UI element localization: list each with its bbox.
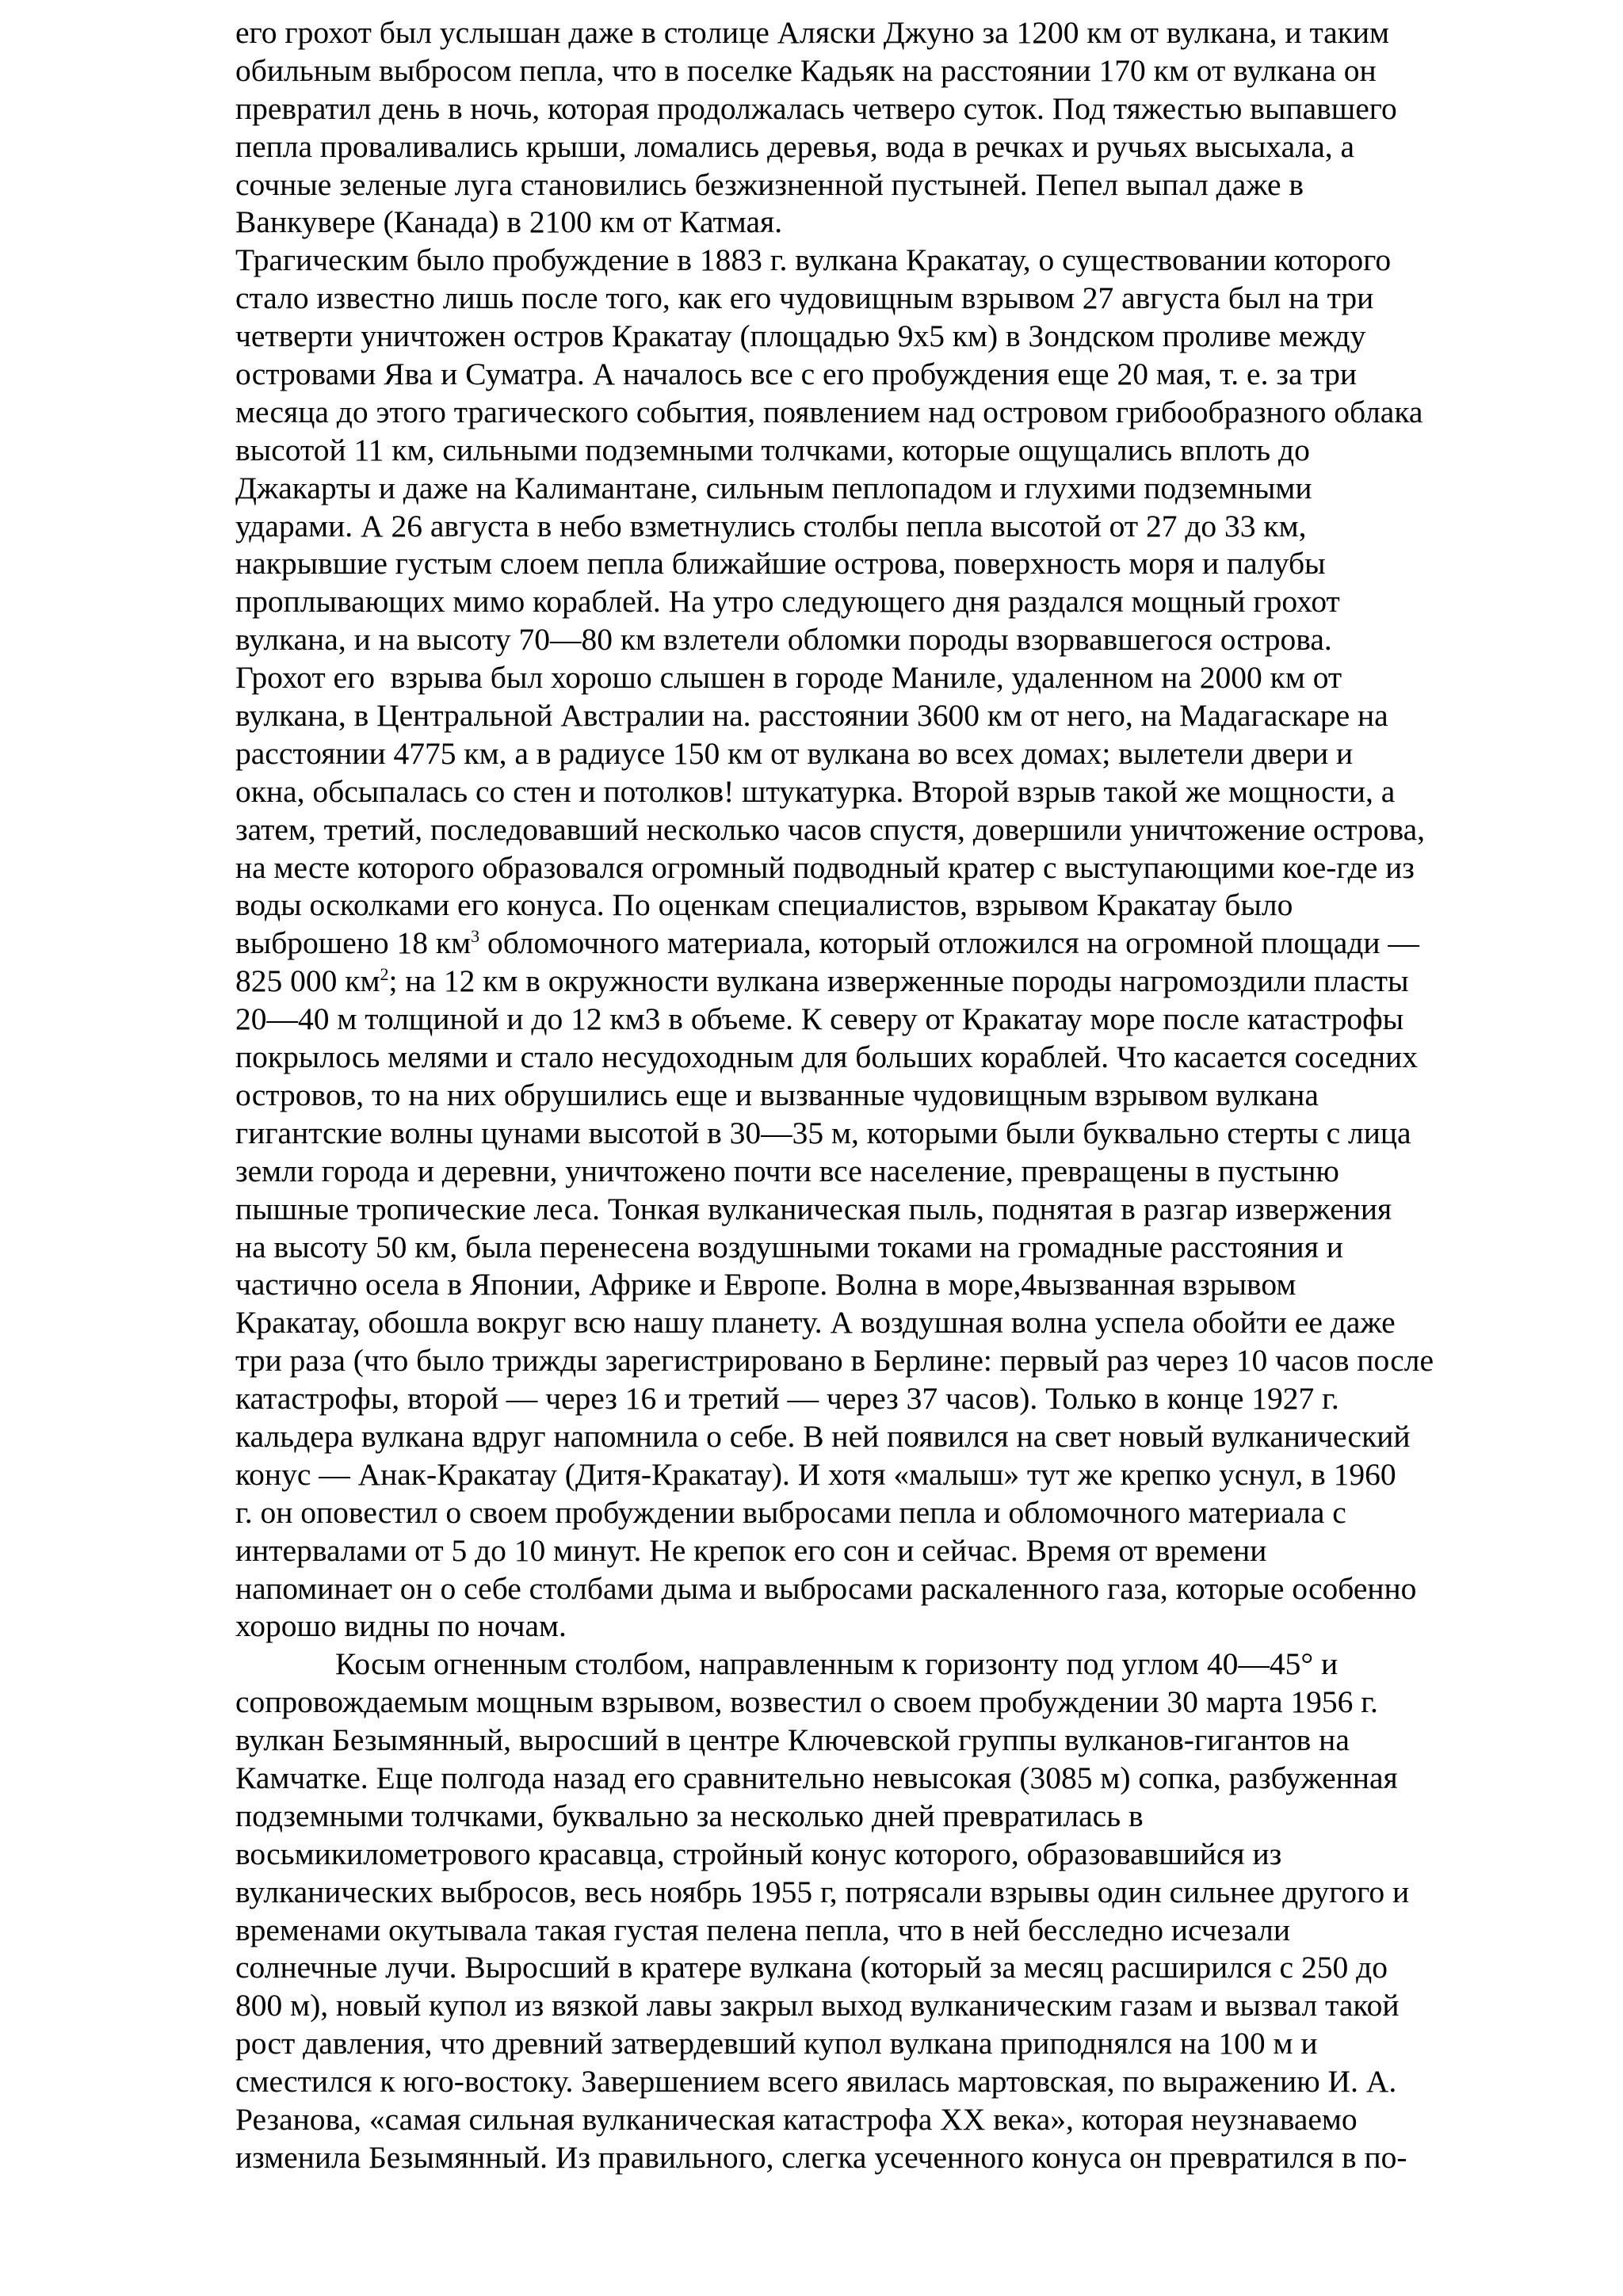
text-line [235,204,1535,242]
text-segment: солнечные лучи. Выросший в кратере вулкана (который за месяц расширился с 250 до [235,1950,1388,1985]
text-segment: восьмикилометрового красавца, стройный конус которого, образовавшийся из [235,1836,1282,1871]
text-segment: три раза (что было трижды зарегистрировано в Берлине: первый раз через 10 часов после [235,1343,1434,1379]
text-line [235,1798,1535,1836]
superscript: 3 [471,926,480,947]
text-line [235,318,1535,356]
text-segment: вулкан Безымянный, выросший в центре Ключевской группы вулканов-гигантов на [235,1722,1350,1758]
text-line [235,583,1535,621]
text-line [235,1760,1535,1798]
text-line [235,90,1535,128]
text-segment: напоминает он о себе столбами дыма и выбросами раскаленного газа, которые особенно [235,1570,1417,1606]
text-line [235,432,1535,470]
text-segment: обломочного материала, который отложился на огромной площади — [479,925,1419,961]
text-segment: превратил день в ночь, которая продолжалась четверо суток. Под тяжестью выпавшего [235,90,1397,126]
text-segment: сместился к юго-востоку. Завершением всего явилась мартовская, по выражению И. А. [235,2064,1397,2100]
text-line [235,14,1535,52]
text-segment: сочные зеленые луга становились безжизненной пустыней. Пепел выпал даже в [235,166,1304,202]
text-line [235,280,1535,318]
text-line [235,1456,1535,1494]
text-segment: стало известно лишь после того, как его чудовищным взрывом 27 августа был на три [235,280,1374,316]
text-line [235,963,1535,1001]
text-segment: пышные тропические леса. Тонкая вулканическая пыль, поднятая в разгар извержения [235,1191,1392,1226]
text-segment: Трагическим было пробуждение в 1883 г. вулкана Кракатау, о существовании которого [235,242,1392,278]
text-segment: рост давления, что древний затвердевший купол вулкана приподнялся на 100 м и [235,2026,1318,2061]
text-line [235,887,1535,925]
text-segment: 825 000 км [235,963,380,999]
text-line [235,811,1535,849]
body-text [235,14,1535,2177]
text-segment: гигантские волны цунами высотой в 30—35 м, которыми были буквально стерты с лица [235,1115,1411,1150]
text-segment: затем, третий, последовавший несколько часов спустя, довершили уничтожение острова, [235,811,1426,847]
text-line [235,1001,1535,1039]
text-line [235,621,1535,659]
text-line [235,1039,1535,1077]
text-segment: воды осколками его конуса. По оценкам специалистов, взрывом Кракатау было [235,887,1293,923]
text-segment: Джакарты и даже на Калимантане, сильным пеплопадом и глухими подземными [235,470,1312,505]
text-line [235,735,1535,773]
text-line [235,242,1535,280]
text-segment: хорошо видны по ночам. [235,1608,567,1644]
text-line [235,697,1535,735]
text-segment: обильным выбросом пепла, что в поселке Кадьяк на расстоянии 170 км от вулкана он [235,52,1377,88]
text-line [235,1494,1535,1532]
text-segment: расстоянии 4775 км, а в радиусе 150 км от вулкана во всех домах; вылетели двери и [235,735,1354,771]
text-segment: подземными толчками, буквально за несколько дней превратилась в [235,1798,1144,1833]
text-segment: ; на 12 км в окружности вулкана изверженные породы нагромоздили пласты [388,963,1409,999]
text-line [235,1987,1535,2025]
text-line [235,545,1535,583]
text-line [235,2139,1535,2177]
text-segment: сопровождаемым мощным взрывом, возвестил о своем пробуждении 30 марта 1956 г. [235,1684,1378,1720]
text-segment: Резанова, «самая сильная вулканическая катастрофа XX века», которая неузнаваемо [235,2101,1358,2137]
text-line [235,849,1535,887]
text-line [235,1949,1535,1987]
text-line [235,1380,1535,1418]
text-line [235,1229,1535,1267]
text-line [235,2101,1535,2139]
text-line [235,659,1535,697]
text-segment: островами Ява и Суматра. А началось все с его пробуждения еще 20 мая, т. е. за три [235,357,1357,392]
text-segment: покрылось мелями и стало несудоходным для больших кораблей. Что касается соседних [235,1039,1418,1075]
text-segment: 800 м), новый купол из вязкой лавы закрыл выход вулканическим газам и вызвал такой [235,1988,1400,2023]
text-line [235,1153,1535,1191]
text-line [235,1646,1535,1684]
text-segment: конус — Анак-Кракатау (Дитя-Кракатау). И хотя «малыш» тут же крепко уснул, в 1960 [235,1456,1396,1492]
text-line [235,52,1535,90]
text-line [235,1077,1535,1115]
text-line [235,1836,1535,1874]
text-segment: высотой 11 км, сильными подземными толчками, которые ощущались вплоть до [235,432,1310,467]
text-segment: временами окутывала такая густая пелена пепла, что в ней бесследно исчезали [235,1912,1290,1947]
text-segment: на месте которого образовался огромный подводный кратер с выступающими кое-где из [235,849,1415,885]
text-segment: накрывшие густым слоем пепла ближайшие острова, поверхность моря и палубы [235,546,1326,582]
superscript: 2 [380,964,389,985]
text-line [235,925,1535,963]
text-line [235,1115,1535,1153]
text-line [235,508,1535,546]
text-segment: месяца до этого трагического события, появлением над островом грибообразного облака [235,394,1423,429]
text-segment: частично осела в Японии, Африке и Европе. Волна в море,4вызванная взрывом [235,1267,1296,1302]
text-line [235,773,1535,811]
text-line [235,128,1535,166]
text-segment: Камчатке. Еще полгода назад его сравнительно невысокая (3085 м) сопка, разбуженная [235,1760,1398,1795]
text-segment: кальдера вулкана вдруг напомнила о себе. В ней появился на свет новый вулканический [235,1418,1411,1454]
text-segment: Ванкувере (Канада) в 2100 км от Катмая. [235,204,783,240]
text-line [235,394,1535,432]
text-line [235,1418,1535,1456]
text-segment: на высоту 50 км, была перенесена воздушными токами на громадные расстояния и [235,1229,1343,1264]
text-segment: вулкана, и на высоту 70—80 км взлетели обломки породы взорвавшегося острова. [235,622,1332,658]
text-segment: 20—40 м толщиной и до 12 км3 в объеме. К северу от Кракатау море после катастрофы [235,1001,1404,1037]
text-line [235,1532,1535,1570]
text-line [235,1874,1535,1912]
text-segment: ударами. А 26 августа в небо взметнулись столбы пепла высотой от 27 до 33 км, [235,508,1307,543]
text-line [235,166,1535,204]
text-segment: г. он оповестил о своем пробуждении выбросами пепла и обломочного материала с [235,1494,1346,1530]
text-line [235,470,1535,508]
text-segment: Косым огненным столбом, направленным к горизонту под углом 40—45° и [335,1646,1338,1682]
text-segment: окна, обсыпалась со стен и потолков! штукатурка. Второй взрыв такой же мощности, а [235,773,1396,809]
text-line [235,1191,1535,1229]
text-segment: Грохот его взрыва был хорошо слышен в городе Маниле, удаленном на 2000 км от [235,660,1342,696]
text-segment: вулкана, в Центральной Австралии на. расстоянии 3600 км от него, на Мадагаскаре на [235,698,1388,734]
text-segment: земли города и деревни, уничтожено почти все население, превращены в пустыню [235,1153,1339,1188]
text-segment: Кракатау, обошла вокруг всю нашу планету. А воздушная волна успела обойти ее даже [235,1305,1396,1341]
text-line [235,1684,1535,1722]
text-line [235,1304,1535,1342]
text-line [235,356,1535,394]
text-segment: выброшено 18 км [235,925,472,961]
text-line [235,1570,1535,1608]
text-line [235,1722,1535,1760]
text-line [235,1912,1535,1950]
text-segment: пепла проваливались крыши, ломались деревья, вода в речках и ручьях высыхала, а [235,128,1355,164]
text-segment: вулканических выбросов, весь ноябрь 1955 г, потрясали взрывы один сильнее другого и [235,1874,1410,1909]
text-segment: его грохот был услышан даже в столице Аляски Джуно за 1200 км от вулкана, и таким [235,15,1390,50]
text-segment: проплывающих мимо кораблей. На утро следующего дня раздался мощный грохот [235,584,1340,620]
text-segment: катастрофы, второй — через 16 и третий — через 37 часов). Только в конце 1927 г. [235,1381,1339,1417]
text-segment: островов, то на них обрушились еще и вызванные чудовищным взрывом вулкана [235,1077,1319,1112]
text-segment: интервалами от 5 до 10 минут. Не крепок его сон и сейчас. Время от времени [235,1532,1267,1568]
text-segment: изменила Безымянный. Из правильного, слегка усеченного конуса он превратился в по- [235,2139,1407,2175]
text-segment: четверти уничтожен остров Кракатау (площадью 9х5 км) в Зондском проливе между [235,318,1366,354]
text-line [235,1266,1535,1304]
text-line [235,1608,1535,1646]
text-line [235,1342,1535,1380]
text-line [235,2025,1535,2063]
text-line [235,2063,1535,2101]
